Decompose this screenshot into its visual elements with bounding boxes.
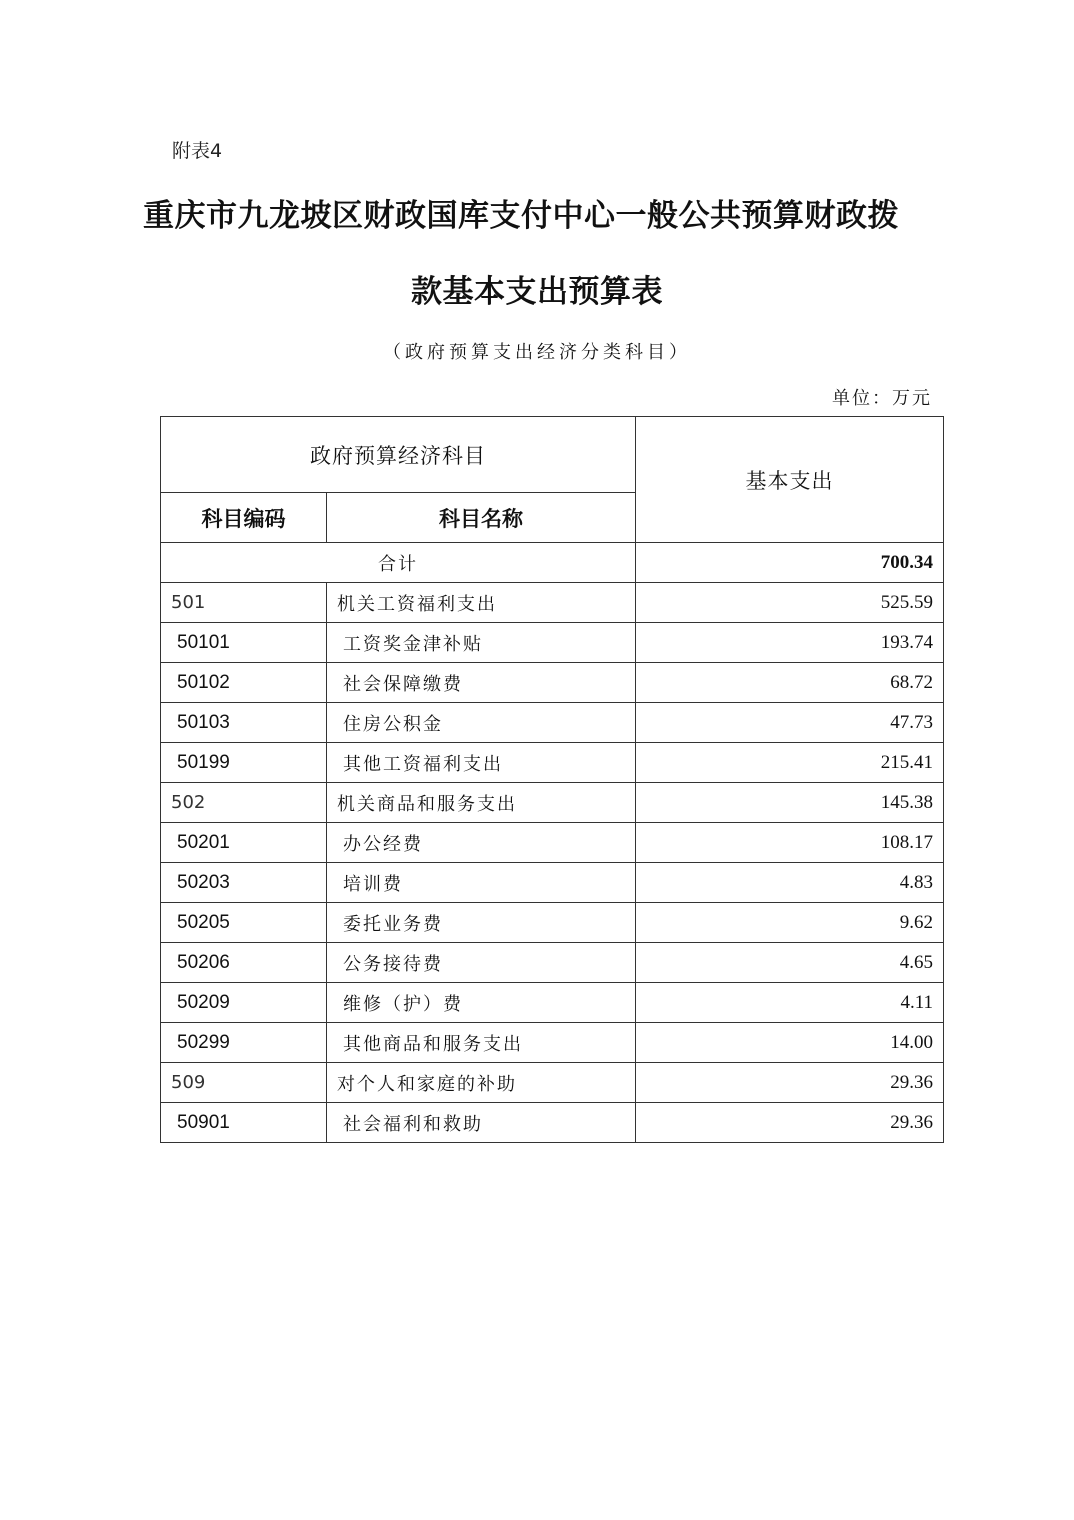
subject-name: 委托业务费 [327,903,636,943]
header-basic-expenditure: 基本支出 [636,417,944,543]
subject-code: 50206 [161,943,327,983]
table-row [161,703,944,743]
subject-code: 50205 [161,903,327,943]
table-row [161,1023,944,1063]
subject-name: 机关工资福利支出 [327,583,636,623]
attachment-label: 附表4 [172,140,223,162]
page-title-line-1: 重庆市九龙坡区财政国库支付中心一般公共预算财政拨 [143,198,899,234]
basic-expenditure-value: 29.36 [636,1063,944,1103]
page-title-line-2: 款基本支出预算表 [411,274,663,310]
basic-expenditure-value: 68.72 [636,663,944,703]
header-name: 科目名称 [327,493,636,543]
subject-name: 公务接待费 [327,943,636,983]
subject-name: 办公经费 [327,823,636,863]
table-row [161,863,944,903]
subject-code: 502 [161,783,327,823]
subject-code: 50209 [161,983,327,1023]
subject-name: 其他工资福利支出 [327,743,636,783]
basic-expenditure-value: 9.62 [636,903,944,943]
page-subtitle: （政府预算支出经济分类科目） [383,342,691,363]
table-row [161,583,944,623]
table-row [161,823,944,863]
subject-name: 工资奖金津补贴 [327,623,636,663]
header-row-1 [161,417,944,493]
total-row [161,543,944,583]
subject-name: 社会保障缴费 [327,663,636,703]
table-row [161,943,944,983]
table-row [161,983,944,1023]
total-value: 700.34 [636,543,944,583]
subject-code: 509 [161,1063,327,1103]
table-row [161,1063,944,1103]
basic-expenditure-value: 193.74 [636,623,944,663]
header-economic-category: 政府预算经济科目 [161,417,636,493]
unit-label: 单位：万元 [832,388,932,409]
header-code: 科目编码 [161,493,327,543]
table-row [161,743,944,783]
basic-expenditure-value: 29.36 [636,1103,944,1143]
subject-name: 对个人和家庭的补助 [327,1063,636,1103]
table-row [161,623,944,663]
budget-table [160,416,944,1143]
subject-code: 501 [161,583,327,623]
subject-code: 50299 [161,1023,327,1063]
basic-expenditure-value: 4.11 [636,983,944,1023]
subject-name: 维修（护）费 [327,983,636,1023]
table-row [161,1103,944,1143]
subject-code: 50203 [161,863,327,903]
table-row [161,903,944,943]
basic-expenditure-value: 14.00 [636,1023,944,1063]
basic-expenditure-value: 525.59 [636,583,944,623]
subject-code: 50199 [161,743,327,783]
subject-name: 培训费 [327,863,636,903]
subject-name: 住房公积金 [327,703,636,743]
table-row [161,783,944,823]
total-label: 合计 [161,543,636,583]
basic-expenditure-value: 47.73 [636,703,944,743]
basic-expenditure-value: 4.83 [636,863,944,903]
subject-code: 50201 [161,823,327,863]
subject-name: 机关商品和服务支出 [327,783,636,823]
subject-name: 社会福利和救助 [327,1103,636,1143]
subject-name: 其他商品和服务支出 [327,1023,636,1063]
basic-expenditure-value: 145.38 [636,783,944,823]
subject-code: 50103 [161,703,327,743]
subject-code: 50102 [161,663,327,703]
basic-expenditure-value: 108.17 [636,823,944,863]
subject-code: 50901 [161,1103,327,1143]
subject-code: 50101 [161,623,327,663]
basic-expenditure-value: 4.65 [636,943,944,983]
basic-expenditure-value: 215.41 [636,743,944,783]
table-row [161,663,944,703]
